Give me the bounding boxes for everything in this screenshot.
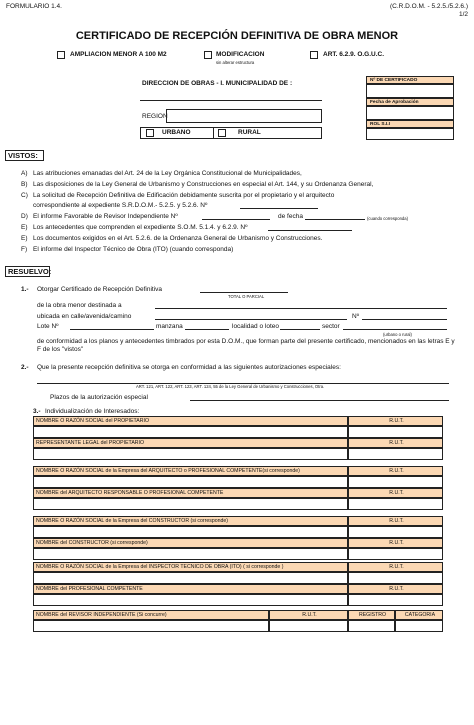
arquitecto-nombre-header: NOMBRE del ARQUITECTO RESPONSABLE O PROFESIONAL COMPETENTE — [33, 488, 348, 498]
ito-razon-header: NOMBRE O RAZÓN SOCIAL de la Empresa del INSPECTOR TECNICO DE OBRA (ITO) ( si corresponde ) — [33, 562, 348, 572]
de-fecha-label: de fecha — [278, 213, 303, 220]
revisor-fecha-line[interactable] — [305, 219, 365, 220]
arquitecto-razon-rut-field[interactable] — [348, 476, 443, 488]
ito-razon-rut-header: R.U.T. — [348, 562, 443, 572]
srdom-number-line[interactable] — [240, 208, 318, 209]
resuelvo-3-text: Individualización de Interesados: — [45, 408, 140, 415]
sector-line[interactable] — [343, 329, 447, 330]
vistos-item-c-cont: correspondiente al expediente S.R.D.O.M.- 5.2.5. y 5.2.6. Nº — [33, 202, 208, 209]
vistos-item-e: Los antecedentes que comprenden el expediente S.O.M. 5.1.4. y 6.2.9. Nº — [33, 224, 248, 231]
ito-razon-field[interactable] — [33, 572, 348, 584]
form-id: FORMULARIO 1.4. — [6, 3, 62, 10]
constructor-razon-rut-header: R.U.T. — [348, 516, 443, 526]
plazos-line[interactable] — [190, 400, 449, 401]
vistos-letter-e2: E) — [21, 235, 28, 242]
numero-label: Nº — [352, 313, 360, 320]
vistos-letter-a: A) — [21, 170, 28, 177]
vistos-item-b: Las disposiciones de la Ley General de Urbanismo y Construcciones en especial el Art. 144, y su Ordenanza General, — [33, 181, 374, 188]
fecha-box: Fecha de Aprobación — [366, 98, 454, 106]
constructor-razon-rut-field[interactable] — [348, 526, 443, 538]
manzana-line[interactable] — [185, 329, 229, 330]
destino-line[interactable] — [155, 308, 447, 309]
vistos-item-a: Las atribuciones emanadas del Art. 24 de la Ley Orgánica Constitucional de Municipalidades, — [33, 170, 302, 177]
lote-line[interactable] — [70, 329, 154, 330]
constructor-razon-header: NOMBRE O RAZÓN SOCIAL de la Empresa del CONSTRUCTOR (si corresponde) — [33, 516, 348, 526]
direccion-label: DIRECCION DE OBRAS - I. MUNICIPALIDAD DE : — [142, 80, 293, 87]
resuelvo-heading: RESUELVO: — [5, 266, 50, 277]
total-parcial-note: TOTAL O PARCIAL — [228, 294, 265, 299]
page-title: CERTIFICADO DE RECEPCIÓN DEFINITIVA DE OBRA MENOR — [75, 30, 399, 42]
constructor-nombre-rut-header: R.U.T. — [348, 538, 443, 548]
resuelvo-1-num: 1.- — [21, 286, 29, 293]
rol-box: ROL S.I.I — [366, 120, 454, 128]
vistos-item-d: El informe Favorable de Revisor Independiente Nº — [33, 213, 178, 220]
conformidad-text: de conformidad a los planos y antecedentes timbrados por esta D.O.M., que forman parte del presente certificado, mencionados en las letras E y F de los "vistos" — [37, 338, 455, 353]
revisor-rut-header: R.U.T. — [269, 610, 348, 620]
vistos-letter-f: F) — [21, 246, 28, 253]
revisor-field[interactable] — [33, 620, 269, 632]
constructor-nombre-header: NOMBRE del CONSTRUCTOR (si corresponde) — [33, 538, 348, 548]
rural-label: RURAL — [238, 129, 261, 136]
fecha-field[interactable] — [366, 106, 454, 120]
arquitecto-razon-field[interactable] — [33, 476, 348, 488]
arquitecto-razon-header: NOMBRE O RAZÓN SOCIAL de la Empresa del ARQUITECTO o PROFESIONAL COMPETENTE(si corresponde) — [33, 466, 348, 476]
vistos-letter-e: E) — [21, 224, 28, 231]
manzana-label: manzana — [156, 323, 183, 330]
propietario-name-field[interactable] — [33, 426, 348, 438]
propietario-rut-header: R.U.T. — [348, 416, 443, 426]
obra-menor-label: de la obra menor destinada a — [37, 302, 122, 309]
rural-checkbox[interactable] — [218, 129, 226, 137]
vistos-heading: VISTOS: — [5, 150, 44, 161]
lote-label: Lote Nº — [37, 323, 59, 330]
vistos-item-e2: Los documentos exigidos en el Art. 5.2.6. de la Ordenanza General de Urbanismo y Construcciones. — [33, 235, 323, 242]
representante-header: REPRESENTANTE LEGAL del PROPIETARIO — [33, 438, 348, 448]
constructor-razon-field[interactable] — [33, 526, 348, 538]
profesional-field[interactable] — [33, 594, 348, 606]
profesional-rut-header: R.U.T. — [348, 584, 443, 594]
representante-field[interactable] — [33, 448, 348, 460]
representante-rut-field[interactable] — [348, 448, 443, 460]
revisor-header: NOMBRE del REVISOR INDEPENDIENTE (Si concurre) — [33, 610, 269, 620]
constructor-nombre-field[interactable] — [33, 548, 348, 560]
urbano-checkbox[interactable] — [146, 129, 154, 137]
arquitecto-razon-rut-header: R.U.T. — [348, 466, 443, 476]
som-number-line[interactable] — [268, 230, 352, 231]
propietario-rut-field[interactable] — [348, 426, 443, 438]
region-label: REGION — [142, 113, 168, 120]
vistos-item-f: El informe del Inspector Técnico de Obra (ITO) (cuando corresponda) — [33, 246, 234, 253]
modificacion-label: MODIFICACION — [216, 51, 265, 58]
localidad-label: localidad o loteo — [232, 323, 279, 330]
plazos-label: Plazos de la autorización especial — [50, 394, 148, 401]
arquitecto-nombre-field[interactable] — [33, 498, 348, 510]
revisor-rut-field[interactable] — [269, 620, 348, 632]
revisor-registro-header: REGISTRO — [348, 610, 395, 620]
ampliacion-label: AMPLIACION MENOR A 100 M2 — [70, 51, 167, 58]
resuelvo-1-text: Otorgar Certificado de Recepción Definitiva — [37, 286, 163, 293]
certificado-field[interactable] — [366, 84, 454, 98]
region-field[interactable] — [166, 109, 322, 123]
total-parcial-line[interactable] — [200, 292, 288, 293]
resuelvo-2-text: Que la presente recepción definitiva se otorga en conformidad a las siguientes autorizaciones especiales: — [37, 364, 341, 371]
numero-line[interactable] — [362, 319, 447, 320]
vistos-letter-d: D) — [21, 213, 28, 220]
certificado-box: Nº DE CERTIFICADO — [366, 76, 454, 84]
vistos-letter-b: B) — [21, 181, 28, 188]
modificacion-checkbox[interactable] — [204, 51, 212, 59]
rol-field[interactable] — [366, 128, 454, 140]
ampliacion-checkbox[interactable] — [57, 51, 65, 59]
autorizaciones-note: ART. 121, ART. 122, ART. 123, ART. 124, 55 de la Ley General de Urbanismo y Construcciones, Otra. — [136, 384, 325, 389]
urbano-label: URBANO — [162, 129, 191, 136]
revisor-categoria-header: CATEGORIA — [395, 610, 443, 620]
art-checkbox[interactable] — [310, 51, 318, 59]
urbano-rural-note: (urbano o rural) — [383, 332, 412, 337]
vistos-letter-c: C) — [21, 192, 28, 199]
constructor-nombre-rut-field[interactable] — [348, 548, 443, 560]
propietario-name-header: NOMBRE O RAZÓN SOCIAL del PROPIETARIO — [33, 416, 348, 426]
representante-rut-header: R.U.T. — [348, 438, 443, 448]
revisor-registro-field[interactable] — [348, 620, 395, 632]
sector-label: sector — [322, 323, 340, 330]
resuelvo-3-num: 3.- — [33, 408, 41, 415]
municipalidad-line[interactable] — [140, 100, 322, 101]
profesional-header: NOMBRE del PROFESIONAL COMPETENTE — [33, 584, 348, 594]
revisor-categoria-field[interactable] — [395, 620, 443, 632]
art-label: ART. 6.2.9. O.G.U.C. — [323, 51, 385, 58]
vistos-item-c: La solicitud de Recepción Definitiva de Edificación debidamente suscrita por el propietario y el arquitecto — [33, 192, 335, 199]
arquitecto-nombre-rut-field[interactable] — [348, 498, 443, 510]
calle-line[interactable] — [155, 319, 347, 320]
ito-razon-rut-field[interactable] — [348, 572, 443, 584]
zona-divider — [213, 127, 214, 139]
revisor-number-line[interactable] — [202, 219, 270, 220]
form-ref: (C.R.D.O.M. - 5.2.5./5.2.6.) — [389, 3, 468, 10]
cuando-corresponda-note: (cuando corresponda) — [367, 216, 408, 221]
arquitecto-nombre-rut-header: R.U.T. — [348, 488, 443, 498]
localidad-line[interactable] — [280, 329, 320, 330]
page-number: 1/2 — [458, 11, 468, 18]
resuelvo-2-num: 2.- — [21, 364, 29, 371]
ubicada-label: ubicada en calle/avenida/camino — [37, 313, 132, 320]
profesional-rut-field[interactable] — [348, 594, 443, 606]
modificacion-note: sin alterar estructura — [216, 60, 255, 65]
